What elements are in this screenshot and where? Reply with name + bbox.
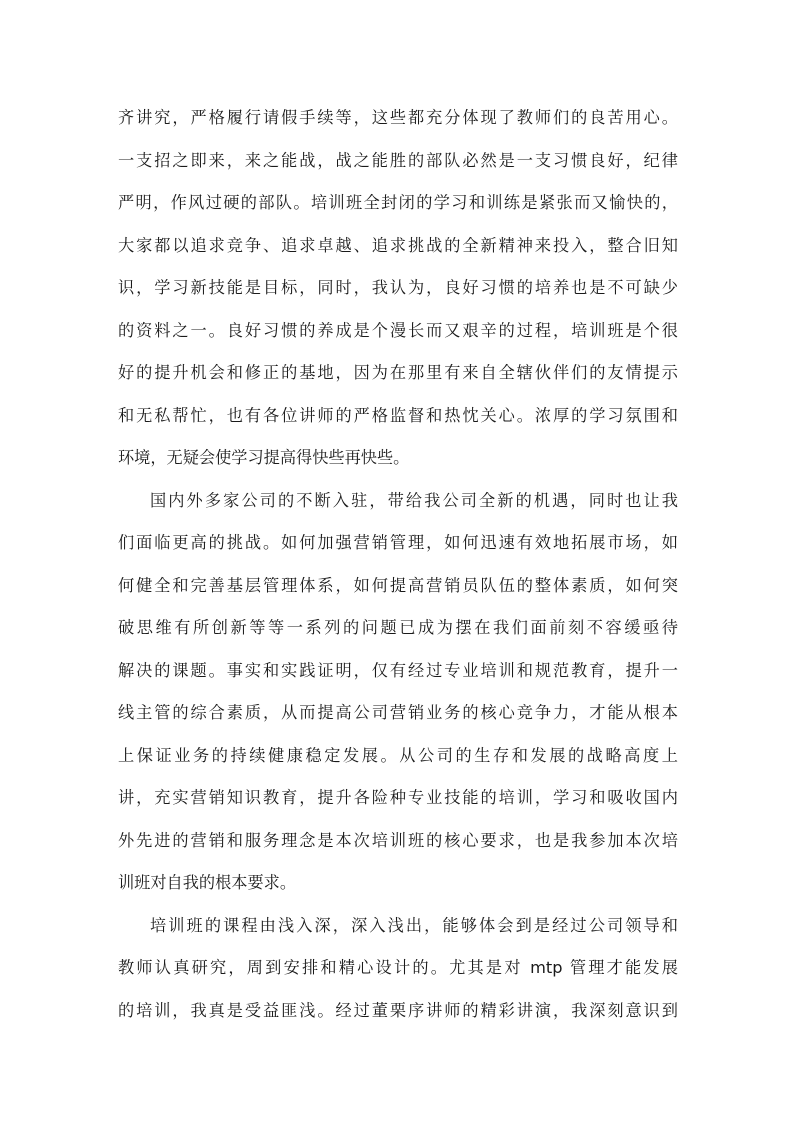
text-line: 严明，作风过硬的部队。培训班全封闭的学习和训练是紧张而又愉快的，	[118, 193, 678, 212]
text-line: 一支招之即来，来之能战，战之能胜的部队必然是一支习惯良好，纪律	[118, 151, 678, 170]
text-line: 的培训，我真是受益匪浅。经过董栗序讲师的精彩讲演，我深刻意识到	[118, 1001, 678, 1020]
text-line: 训班对自我的根本要求。	[118, 873, 297, 892]
text-line: 讲，充实营销知识教育，提升各险种专业技能的培训，学习和吸收国内	[118, 788, 678, 807]
text-line: 好的提升机会和修正的基地，因为在那里有来自全辖伙伴们的友情提示	[118, 363, 678, 382]
text-line: 们面临更高的挑战。如何加强营销管理，如何迅速有效地拓展市场，如	[118, 533, 678, 552]
text-line: 线主管的综合素质，从而提高公司营销业务的核心竞争力，才能从根本	[118, 703, 678, 722]
text-line: 环境，无疑会使学习提高得快些再快些。	[118, 448, 410, 467]
text-line: 上保证业务的持续健康稳定发展。从公司的生存和发展的战略高度上	[118, 746, 678, 765]
text-line: 外先进的营销和服务理念是本次培训班的核心要求，也是我参加本次培	[118, 831, 678, 850]
paragraph-first-line: 国内外多家公司的不断入驻，带给我公司全新的机遇，同时也让我	[150, 491, 678, 510]
text-line: 齐讲究，严格履行请假手续等，这些都充分体现了教师们的良苦用心。	[118, 108, 678, 127]
text-line: 解决的课题。事实和实践证明，仅有经过专业培训和规范教育，提升一	[118, 661, 678, 680]
text-line: 的资料之一。良好习惯的养成是个漫长而又艰辛的过程，培训班是个很	[118, 321, 678, 340]
text-line: 和无私帮忙，也有各位讲师的严格监督和热忱关心。浓厚的学习氛围和	[118, 406, 678, 425]
paragraph-first-line: 培训班的课程由浅入深，深入浅出，能够体会到是经过公司领导和	[150, 916, 678, 935]
text-line: 大家都以追求竞争、追求卓越、追求挑战的全新精神来投入，整合旧知	[118, 236, 678, 255]
text-line: 何健全和完善基层管理体系，如何提高营销员队伍的整体素质，如何突	[118, 576, 678, 595]
text-line: 破思维有所创新等等一系列的问题已成为摆在我们面前刻不容缓亟待	[118, 618, 678, 637]
text-line: 教师认真研究，周到安排和精心设计的。尤其是对 mtp 管理才能发展	[118, 958, 678, 977]
text-line: 识，学习新技能是目标，同时，我认为，良好习惯的培养也是不可缺少	[118, 278, 678, 297]
